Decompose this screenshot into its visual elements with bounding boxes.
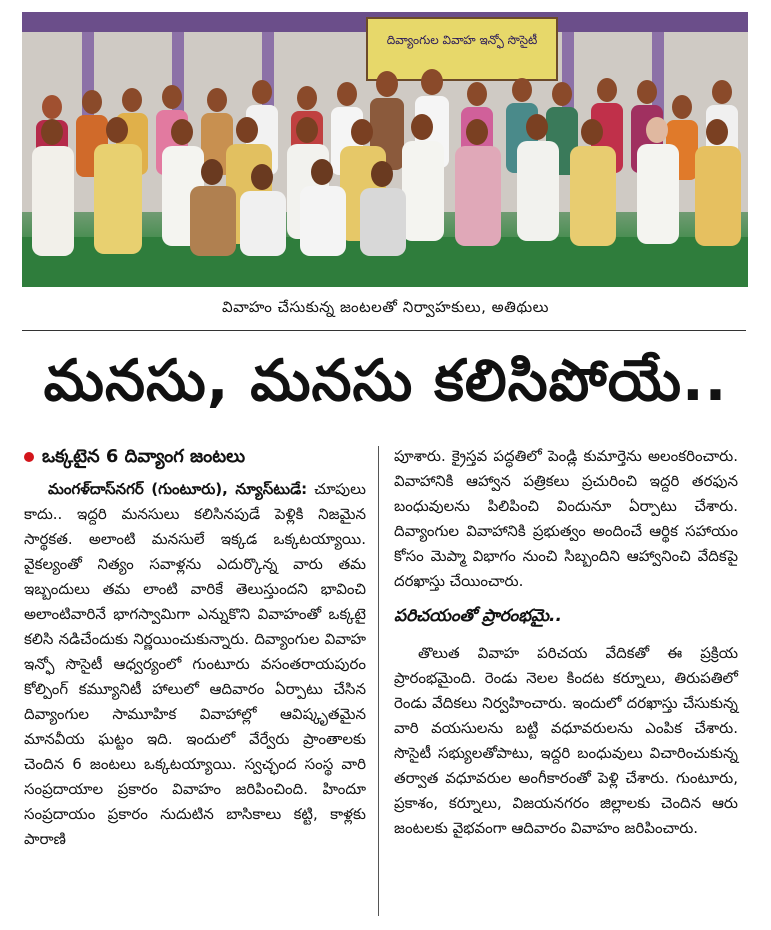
column-divider xyxy=(378,446,379,916)
article-column-left xyxy=(24,444,366,852)
dateline: మంగళ్‌దాస్‌నగర్ (గుంటూరు), న్యూస్‌టుడే: xyxy=(48,480,308,498)
subheading xyxy=(24,444,366,469)
article-column-right xyxy=(394,444,738,841)
article-text-right-2: తొలుత వివాహ పరిచయ వేదికతో ఈ ప్రక్రియ ప్రారంభమైంది. రెండు నెలల కిందట కర్నూలు, తిరుపతిలో రెండు వేదికలు నిర్వహించారు. ఇందులో దరఖాస్తు చేసుకున్న వారి వయసులను బట్టి వధూవరులను ఎంపిక చేశారు. సొసైటీ సభ్యులతోపాటు, ఇద్దరి బంధువులు విచారించుకున్న తర్వాత వధూవరుల అంగీకారంతో పెళ్లి చేశారు. గుంటూరు, ప్రకాశం, కర్నూలు, విజయనగరం జిల్లాలకు చెందిన ఆరు జంటలకు వైభవంగా ఆదివారం వివాహం జరిపించారు. xyxy=(394,644,738,837)
article-body-left xyxy=(24,477,366,852)
headline: మనసు, మనసు కలిసిపోయే.. xyxy=(43,348,728,414)
article-text-left: చూపులు కాదు.. ఇద్దరి మనసులు కలిసినపుడే పెళ్లికి నిజమైన సార్థకత. అలాంటి మనసులే ఇక్కడ ఒక్కటయ్యాయి. వైకల్యంతో నిత్యం సవాళ్లను ఎదుర్కొన్న వారు తమ ఇబ్బందులు తమ లాంటి వారికే తెలుస్తుందని భావించి అలాంటివారినే భాగస్వామిగా ఎన్నుకొని వివాహంతో ఒక్కటై కలిసి నడిచేందుకు నిర్ణయించుకున్నారు. దివ్యాంగుల వివాహ ఇన్ఫో సొసైటీ ఆధ్వర్యంలో గుంటూరు వసంతరాయపురం కోల్పింగ్ కమ్యూనిటీ హాలులో ఆదివారం ఏర్పాటు చేసిన దివ్యాంగుల సామూహిక వివాహాల్లో ఆవిష్కృతమైన మానవీయ ఘట్టం ఇది. ఇందులో వేర్వేరు ప్రాంతాలకు చెందిన 6 జంటలు ఒక్కటయ్యాయి. స్వచ్ఛంద సంస్థ వారి సంప్రదాయాల ప్రకారం వివాహం జరిపించింది. హిందూ సంప్రదాయం ప్రకారం నుదుటిన బాసికాలు కట్టి, కాళ్లకు పారాణి xyxy=(24,480,366,848)
subheading-text: ఒక్కటైన 6 దివ్యాంగ జంటలు xyxy=(42,446,246,467)
group-photo-illustration xyxy=(22,12,748,287)
group-photo xyxy=(22,12,748,287)
red-bullet-icon xyxy=(24,452,34,462)
caption-divider xyxy=(22,330,746,331)
banner-text: దివ్యాంగుల వివాహ ఇన్ఫో సొసైటీ xyxy=(386,33,538,47)
section-subheading: పరిచయంతో ప్రారంభమై.. xyxy=(394,606,562,626)
photo-caption: వివాహం చేసుకున్న జంటలతో నిర్వాహకులు, అతిథులు xyxy=(222,298,549,316)
article-text-right-1: పూశారు. క్రైస్తవ పద్ధతిలో పెండ్లి కుమార్తెను అలంకరించారు. వివాహానికి ఆహ్వాన పత్రికలు ప్రచురించి ఇద్దరి తరఫున బంధువులను పిలిపించి విందునూ ఏర్పాటు చేశారు. దివ్యాంగుల వివాహానికి ప్రభుత్వం అందించే ఆర్థిక సహాయం కోసం మెప్మా విభాగం నుంచి సిబ్బందిని ఆహ్వానించి వేదికపై దరఖాస్తు చేయించారు. xyxy=(394,447,738,590)
